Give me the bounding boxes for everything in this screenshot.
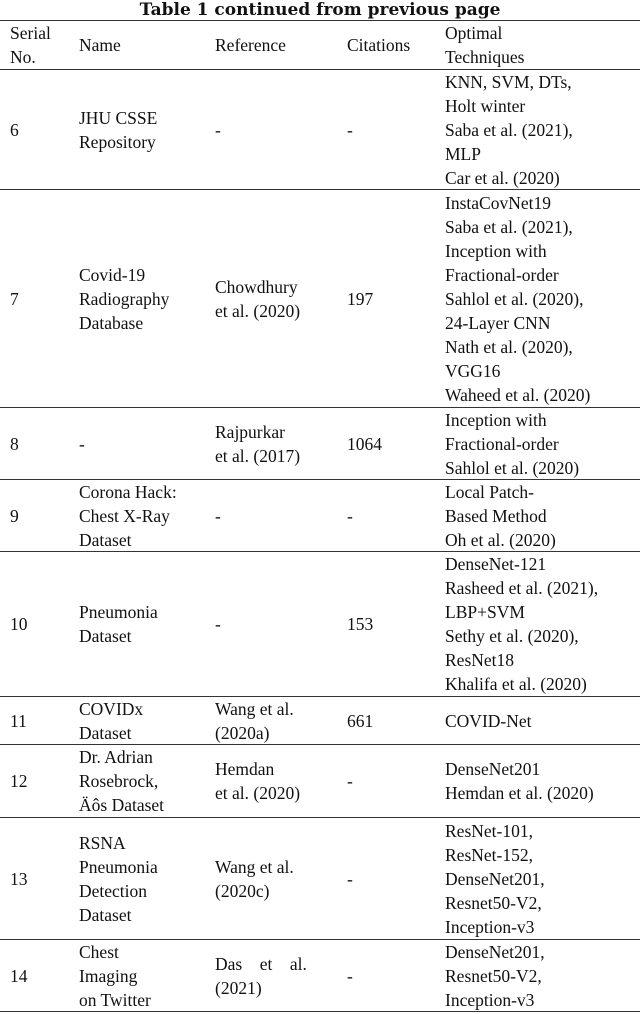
cell-line: Saba et al. (2021), <box>445 119 573 140</box>
cell-line: 153 <box>347 614 374 634</box>
reference-cell <box>215 818 294 939</box>
cell-line: 197 <box>347 288 374 309</box>
table-row <box>0 190 640 408</box>
cell-line: DenseNet-121 <box>445 554 547 574</box>
cell-line: 11 <box>10 710 27 731</box>
name-cell <box>79 190 169 407</box>
cell-line: Dataset <box>79 529 132 550</box>
serial-cell <box>10 552 28 696</box>
table-row <box>0 552 640 697</box>
name-cell <box>79 480 177 551</box>
cell-line: - <box>347 771 353 791</box>
cell-line: KNN, SVM, DTs, <box>445 71 572 92</box>
cell-line: Detection <box>79 880 148 901</box>
techniques-cell <box>445 408 579 479</box>
cell-line: Pneumonia <box>79 856 158 877</box>
cell-line: Fractional-order <box>445 264 559 285</box>
cell-line: Car et al. (2020) <box>445 167 560 188</box>
citations-cell <box>347 697 373 744</box>
table-row <box>0 480 640 552</box>
serial-cell <box>10 745 28 817</box>
cell-line: Inception with <box>445 409 547 430</box>
cell-line: Resnet50-V2, <box>445 892 542 913</box>
techniques-cell <box>445 190 590 407</box>
cell-line: Hemdan <box>215 759 275 779</box>
cell-line: - <box>215 505 221 526</box>
name-cell <box>79 408 85 479</box>
citations-cell <box>347 21 410 69</box>
cell-line: Chest <box>79 941 119 962</box>
cell-line: Rajpurkar <box>215 421 285 442</box>
cell-line: COVIDx <box>79 698 144 719</box>
cell-line: Inception-v3 <box>445 916 535 937</box>
cell-line: 6 <box>10 119 19 140</box>
cell-line: Chowdhury <box>215 276 298 297</box>
reference-cell <box>215 940 307 1011</box>
reference-cell <box>215 408 300 479</box>
serial-cell <box>10 697 27 744</box>
citations-cell <box>347 745 353 817</box>
cell-line: Imaging <box>79 965 138 986</box>
serial-cell <box>10 940 28 1011</box>
cell-line: Radiography <box>79 288 170 309</box>
citations-cell <box>347 70 353 189</box>
cell-line: Local Patch- <box>445 481 534 502</box>
cell-line: Saba et al. (2021), <box>445 216 573 237</box>
cell-line: 24-Layer CNN <box>445 312 551 333</box>
name-cell <box>79 697 143 744</box>
techniques-cell <box>445 21 524 69</box>
table-caption: Table 1 continued from previous page <box>139 0 501 20</box>
cell-line: Sahlol et al. (2020) <box>445 457 580 478</box>
cell-line: - <box>347 505 353 526</box>
serial-cell <box>10 818 28 939</box>
table-row <box>0 940 640 1012</box>
cell-line: Waheed et al. (2020) <box>445 384 591 405</box>
cell-line: Wang et al. <box>215 856 294 877</box>
cell-line: MLP <box>445 143 481 164</box>
cell-line: Optimal <box>445 23 503 43</box>
cell-line: 661 <box>347 710 374 731</box>
cell-line: Dataset <box>79 626 132 646</box>
cell-line: Pneumonia <box>79 602 158 622</box>
cell-line: - <box>347 965 353 986</box>
cell-line: 1064 <box>347 433 382 454</box>
cell-line: Holt winter <box>445 95 526 116</box>
cell-line: - <box>79 433 85 454</box>
citations-cell <box>347 552 373 696</box>
cell-line: Reference <box>215 35 286 55</box>
cell-line: Äôs Dataset <box>79 795 165 815</box>
reference-cell <box>215 190 300 407</box>
cell-line: Dr. Adrian <box>79 747 153 767</box>
cell-line: 9 <box>10 505 19 526</box>
cell-line: RSNA <box>79 832 126 853</box>
reference-cell <box>215 697 294 744</box>
cell-line: Repository <box>79 131 156 152</box>
cell-line: Inception-v3 <box>445 989 535 1010</box>
serial-cell <box>10 190 19 407</box>
cell-line: ResNet-101, <box>445 820 533 841</box>
citations-cell <box>347 480 353 551</box>
cell-line: Techniques <box>445 47 525 67</box>
cell-line: Oh et al. (2020) <box>445 529 556 550</box>
reference-cell <box>215 480 221 551</box>
reference-cell <box>215 745 300 817</box>
cell-line: Fractional-order <box>445 433 559 454</box>
techniques-cell <box>445 480 556 551</box>
cell-line: VGG16 <box>445 360 501 381</box>
cell-line: Resnet50-V2, <box>445 965 542 986</box>
cell-line: 8 <box>10 433 19 454</box>
cell-line: (2020a) <box>215 722 270 743</box>
cell-line: Dataset <box>79 722 132 743</box>
data-table <box>0 20 640 1012</box>
reference-cell <box>215 552 221 696</box>
cell-line: Serial <box>10 23 51 43</box>
table-row <box>0 697 640 745</box>
table-row <box>0 70 640 190</box>
cell-line: on Twitter <box>79 989 151 1010</box>
cell-line: Hemdan et al. (2020) <box>445 783 594 803</box>
cell-line: Sahlol et al. (2020), <box>445 288 584 309</box>
cell-line: Inception with <box>445 240 547 261</box>
serial-cell <box>10 70 19 189</box>
name-cell <box>79 818 158 939</box>
cell-line: InstaCovNet19 <box>445 192 551 213</box>
name-cell <box>79 70 157 189</box>
cell-line: Covid-19 <box>79 264 146 285</box>
reference-cell <box>215 21 286 69</box>
cell-line: ResNet-152, <box>445 844 533 865</box>
cell-line: DenseNet201, <box>445 868 545 889</box>
table-row <box>0 408 640 480</box>
name-cell <box>79 552 158 696</box>
table-header-row <box>0 20 640 70</box>
cell-line: Wang et al. <box>215 698 294 719</box>
cell-line: COVID-Net <box>445 710 532 731</box>
cell-line: Citations <box>347 35 411 55</box>
cell-line: JHU CSSE <box>79 107 158 128</box>
cell-line: LBP+SVM <box>445 602 525 622</box>
cell-line: Name <box>79 35 121 55</box>
cell-line: 7 <box>10 288 19 309</box>
cell-line: Rasheed et al. (2021), <box>445 578 599 598</box>
cell-line: Dataset <box>79 904 132 925</box>
techniques-cell <box>445 697 532 744</box>
citations-cell <box>347 408 382 479</box>
cell-line: Chest X-Ray <box>79 505 170 526</box>
techniques-cell <box>445 745 594 817</box>
cell-line: et al. (2017) <box>215 445 301 466</box>
cell-line: (2020c) <box>215 880 270 901</box>
cell-line: et al. (2020) <box>215 783 301 803</box>
cell-line: - <box>347 868 353 889</box>
serial-cell <box>10 480 19 551</box>
cell-line: DenseNet201 <box>445 759 541 779</box>
serial-cell <box>10 21 51 69</box>
table-row <box>0 818 640 940</box>
cell-line: Das et al. <box>215 953 307 974</box>
name-cell <box>79 940 151 1011</box>
cell-line: et al. (2020) <box>215 300 301 321</box>
cell-line: - <box>215 614 221 634</box>
cell-line: ResNet18 <box>445 650 515 670</box>
name-cell <box>79 21 121 69</box>
cell-line: 14 <box>10 965 28 986</box>
cell-line: Database <box>79 312 144 333</box>
techniques-cell <box>445 70 573 189</box>
serial-cell <box>10 408 19 479</box>
cell-line: 13 <box>10 868 28 889</box>
cell-line: - <box>347 119 353 140</box>
cell-line: - <box>215 119 221 140</box>
name-cell <box>79 745 164 817</box>
cell-line: DenseNet201, <box>445 941 545 962</box>
cell-line: 12 <box>10 771 28 791</box>
cell-line: Corona Hack: <box>79 481 177 502</box>
techniques-cell <box>445 940 545 1011</box>
table-row <box>0 745 640 818</box>
techniques-cell <box>445 818 545 939</box>
citations-cell <box>347 818 353 939</box>
citations-cell <box>347 190 373 407</box>
cell-line: Rosebrock, <box>79 771 159 791</box>
cell-line: 10 <box>10 614 28 634</box>
techniques-cell <box>445 552 598 696</box>
cell-line: Nath et al. (2020), <box>445 336 573 357</box>
cell-line: (2021) <box>215 977 262 998</box>
cell-line: Based Method <box>445 505 547 526</box>
reference-cell <box>215 70 221 189</box>
citations-cell <box>347 940 353 1011</box>
cell-line: Sethy et al. (2020), <box>445 626 579 646</box>
cell-line: No. <box>10 47 36 67</box>
cell-line: Khalifa et al. (2020) <box>445 674 587 694</box>
